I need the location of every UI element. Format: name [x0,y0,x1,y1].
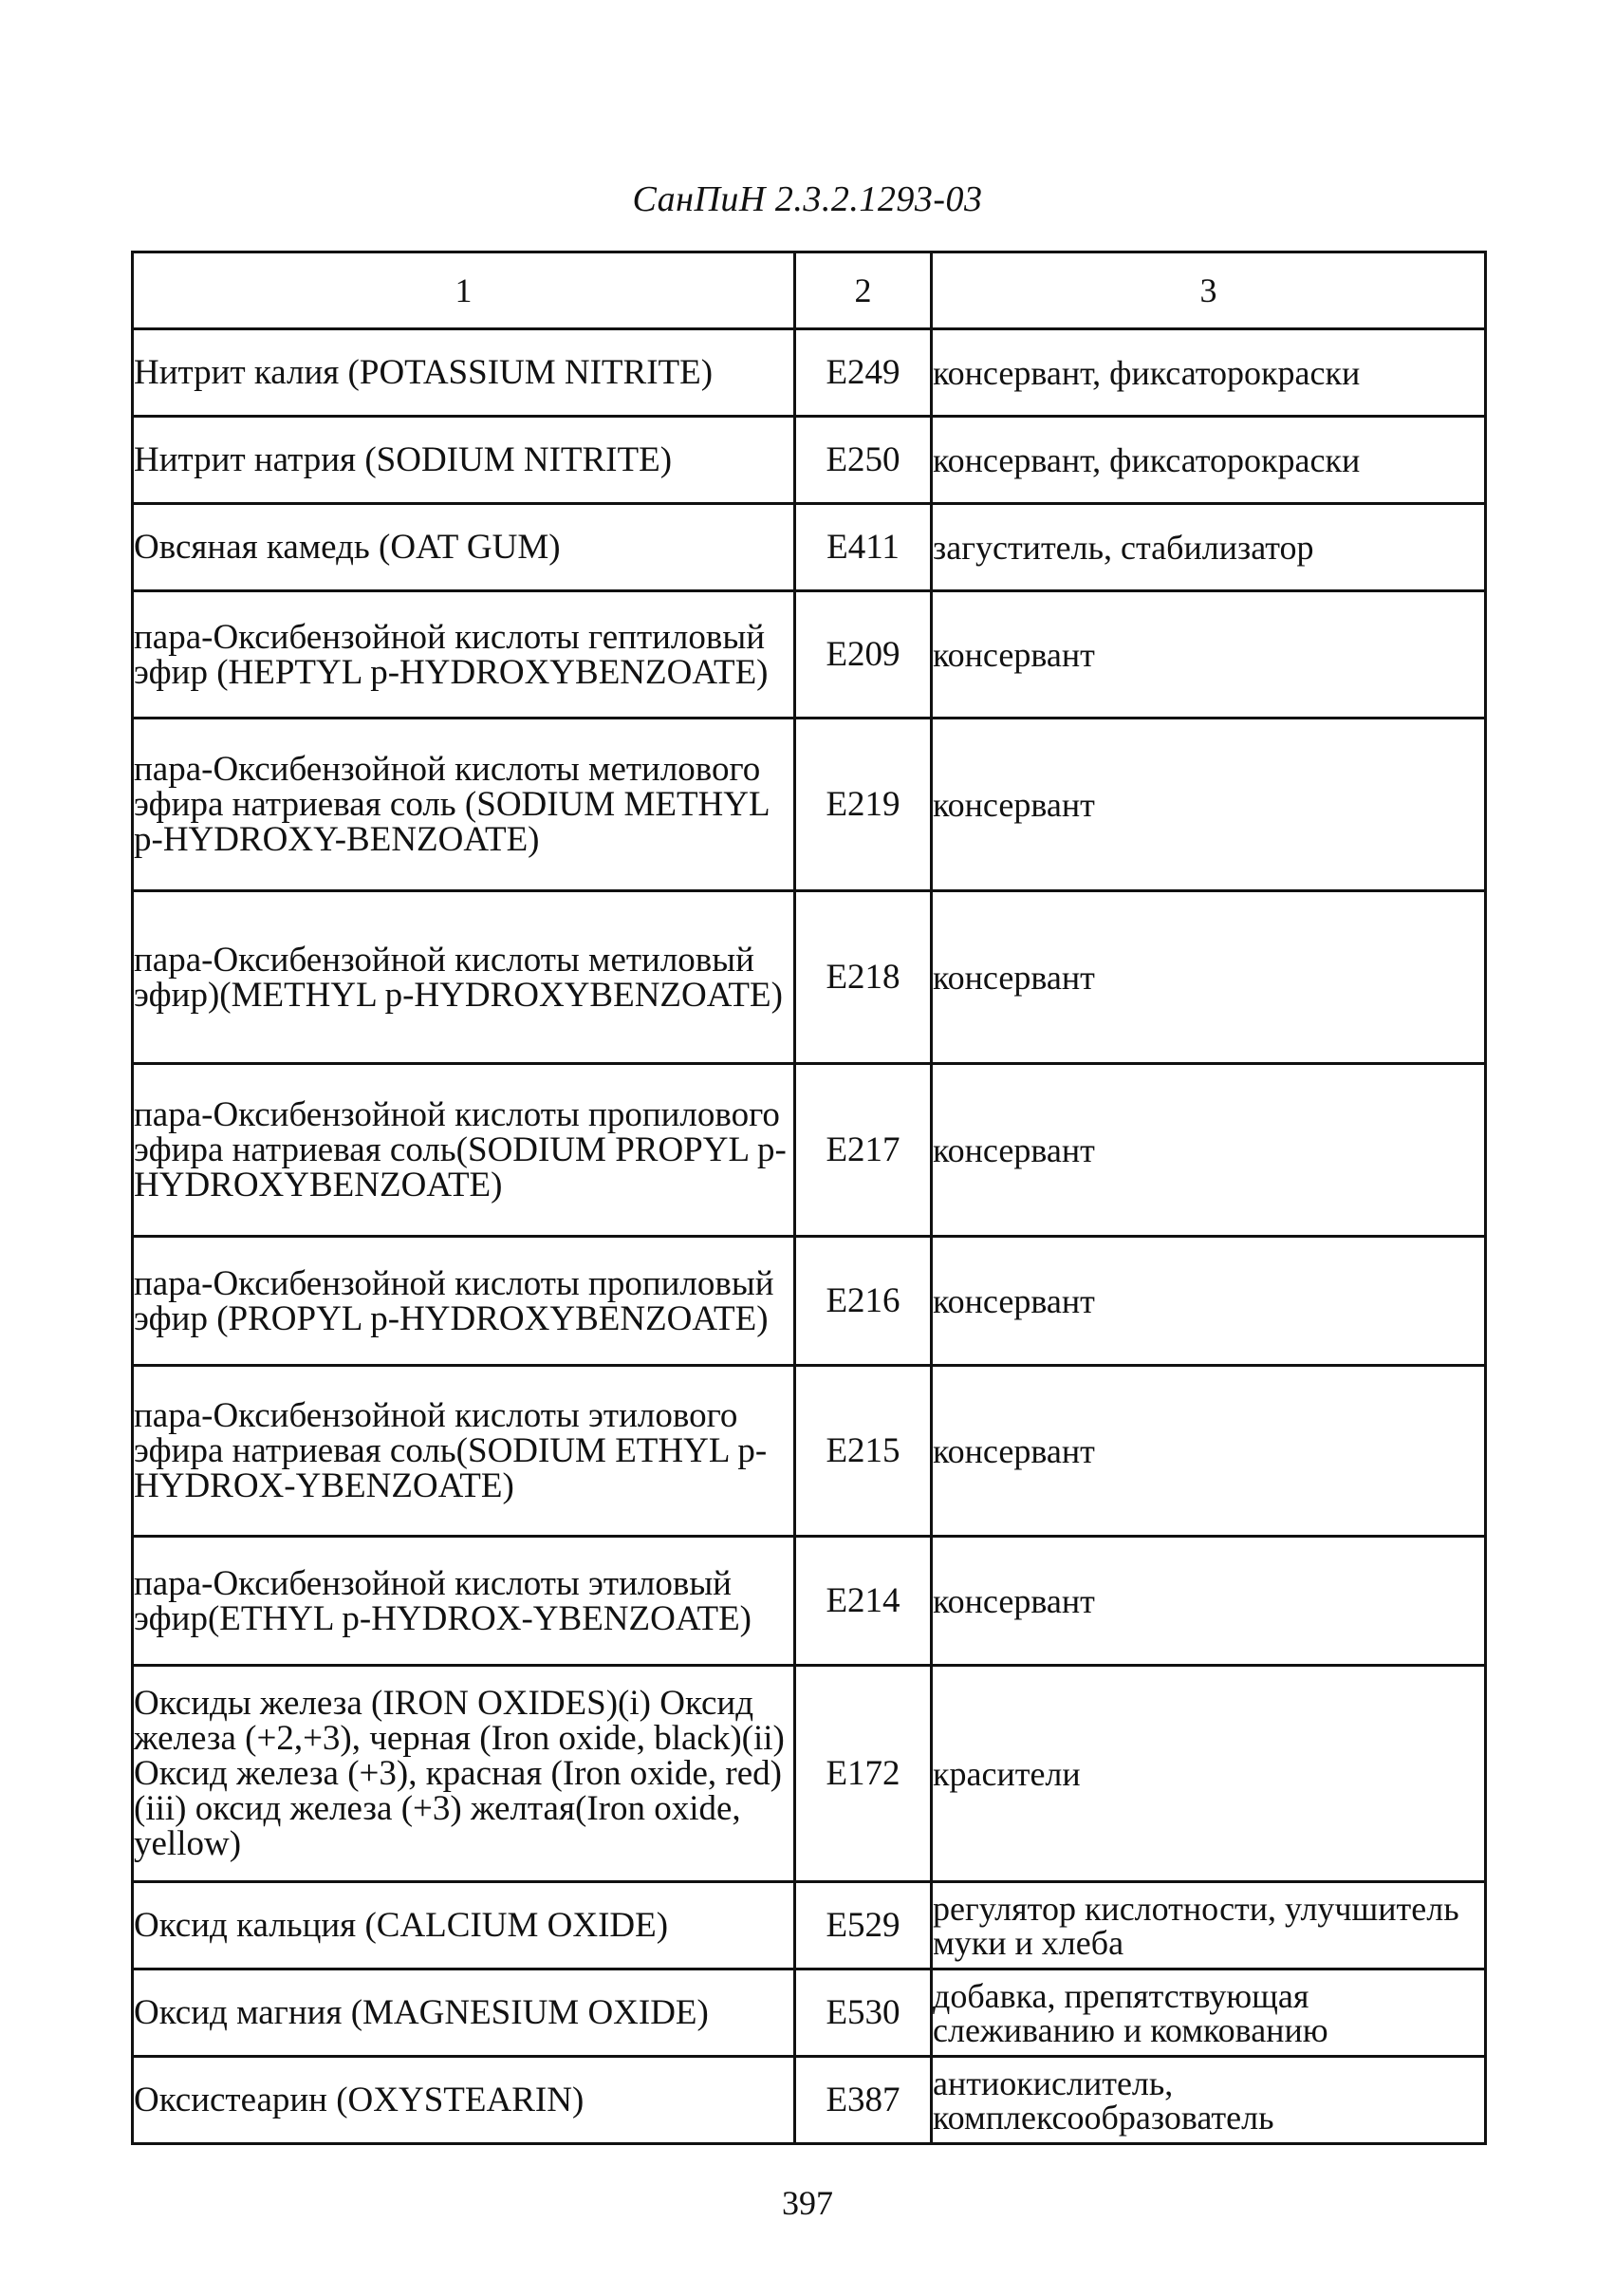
additive-name-cell: Овсяная камедь (OAT GUM) [133,504,795,591]
column-header-1: 1 [133,252,795,329]
table-row [133,1882,1486,1969]
additive-name-cell: пара-Оксибензойной кислоты пропилового эфира натриевая соль(SODIUM PROPYL p-HYDROXYBENZOATE) [133,1064,795,1237]
additive-name-cell: пара-Оксибензойной кислоты метилового эфира натриевая соль (SODIUM METHYL p-HYDROXY-BENZOATE) [133,719,795,891]
table-row [133,504,1486,591]
e-code-cell: E216 [795,1237,932,1366]
function-cell: антиокислитель, комплексообразователь [932,2057,1486,2144]
function-cell: консервант [932,1537,1486,1666]
additives-table [131,251,1487,2145]
function-cell: консервант, фиксаторокраски [932,417,1486,504]
additive-name-cell: пара-Оксибензойной кислоты этилового эфира натриевая соль(SODIUM ETHYL p-HYDROX-YBENZOATE) [133,1366,795,1537]
e-code-cell: E217 [795,1064,932,1237]
function-cell: добавка, препятствующая слеживанию и комкованию [932,1969,1486,2057]
e-code-cell: E214 [795,1537,932,1666]
e-code-cell: E250 [795,417,932,504]
e-code-cell: E172 [795,1666,932,1882]
e-code-cell: E529 [795,1882,932,1969]
e-code-cell: E411 [795,504,932,591]
additive-name-cell: Оксид магния (MAGNESIUM OXIDE) [133,1969,795,2057]
function-cell: консервант [932,1064,1486,1237]
additive-name-cell: Оксистеарин (OXYSTEARIN) [133,2057,795,2144]
additive-name-cell: пара-Оксибензойной кислоты этиловый эфир(ETHYL p-HYDROX-YBENZOATE) [133,1537,795,1666]
table-row [133,2057,1486,2144]
function-cell: консервант [932,1366,1486,1537]
table-row [133,1666,1486,1882]
column-header-2: 2 [795,252,932,329]
e-code-cell: E218 [795,891,932,1064]
function-cell: консервант [932,1237,1486,1366]
table-row [133,591,1486,719]
page-number: 397 [782,2184,833,2222]
e-code-cell: E249 [795,329,932,417]
additive-name-cell: пара-Оксибензойной кислоты гептиловый эфир (HEPTYL p-HYDROXYBENZOATE) [133,591,795,719]
table-row [133,1537,1486,1666]
additive-name-cell: Нитрит натрия (SODIUM NITRITE) [133,417,795,504]
e-code-cell: E219 [795,719,932,891]
table-row [133,417,1486,504]
table-row [133,329,1486,417]
additive-name-cell: Оксиды железа (IRON OXIDES)(i) Оксид железа (+2,+3), черная (Iron oxide, black)(ii) Оксид железа (+3), красная (Iron oxide, red)(iii) оксид железа (+3) желтая(Iron oxide, yellow) [133,1666,795,1882]
table-row [133,1064,1486,1237]
e-code-cell: E387 [795,2057,932,2144]
additive-name-cell: Оксид кальция (CALCIUM OXIDE) [133,1882,795,1969]
table-row [133,1969,1486,2057]
additive-name-cell: Нитрит калия (POTASSIUM NITRITE) [133,329,795,417]
additive-name-cell: пара-Оксибензойной кислоты пропиловый эфир (PROPYL p-HYDROXYBENZOATE) [133,1237,795,1366]
table-row [133,719,1486,891]
page-header-title: СанПиН 2.3.2.1293-03 [632,179,983,219]
table-header-row [133,252,1486,329]
e-code-cell: E530 [795,1969,932,2057]
function-cell: загуститель, стабилизатор [932,504,1486,591]
table-row [133,891,1486,1064]
e-code-cell: E209 [795,591,932,719]
function-cell: консервант [932,891,1486,1064]
function-cell: красители [932,1666,1486,1882]
e-code-cell: E215 [795,1366,932,1537]
function-cell: консервант [932,719,1486,891]
column-header-3: 3 [932,252,1486,329]
table-row [133,1237,1486,1366]
table-row [133,1366,1486,1537]
function-cell: регулятор кислотности, улучшитель муки и хлеба [932,1882,1486,1969]
function-cell: консервант, фиксаторокраски [932,329,1486,417]
function-cell: консервант [932,591,1486,719]
additive-name-cell: пара-Оксибензойной кислоты метиловый эфир)(METHYL p-HYDROXYBENZOATE) [133,891,795,1064]
